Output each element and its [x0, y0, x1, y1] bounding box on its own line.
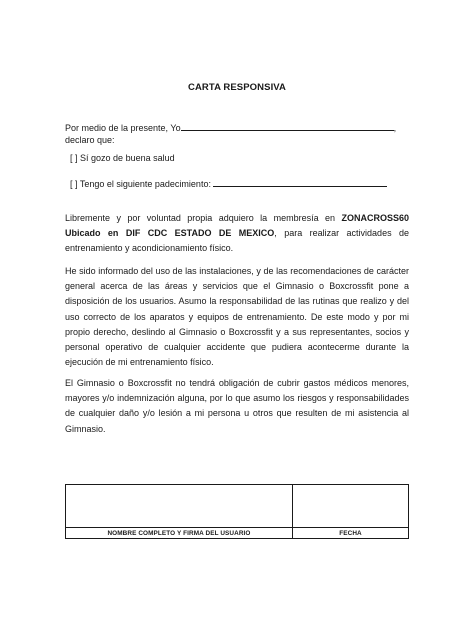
checkbox-label: Sí gozo de buena salud [80, 153, 175, 163]
date-label: FECHA [339, 530, 362, 537]
paragraph-membership [65, 211, 409, 257]
name-blank-line [181, 121, 394, 131]
intro-prefix: Por medio de la presente, Yo [65, 123, 181, 133]
checkbox-bracket: [ ] [70, 179, 78, 189]
intro-line [65, 121, 396, 134]
checkbox-bracket: [ ] [70, 153, 78, 163]
paragraph-membership-before: Libremente y por voluntad propia adquiero la membresía en [65, 213, 342, 223]
paragraph-membership-after: , para realizar actividades de entrenamiento y acondicionamiento físico. [65, 228, 409, 254]
paragraph-responsibility: He sido informado del uso de las instalaciones, y de las recomendaciones de carácter general acerca de las áreas y servicios que el Gimnasio o Boxcrossfit pone a disposición de los usuarios. Asumo la responsabilidad de las rutinas que realizo y del uso correcto de los aparatos y equipos de entrenamiento. De este modo y por mi propio derecho, deslindo al Gimnasio o Boxcrossfit y a sus representantes, socios y personal operativo de cualquier accidente que pudiera acontecerme durante la ejecución de mi entrenamiento físico. [65, 266, 409, 368]
intro-suffix: , [393, 123, 397, 133]
checkbox-condition [70, 177, 387, 190]
checkbox-healthy [70, 152, 175, 164]
condition-blank-line [213, 177, 387, 187]
intro-declare-line: declaro que: [65, 135, 115, 145]
name-signature-label: NOMBRE COMPLETO Y FIRMA DEL USUARIO [107, 530, 251, 537]
signature-table [65, 484, 409, 539]
checkbox-label: Tengo el siguiente padecimiento: [79, 179, 211, 189]
document-title: CARTA RESPONSIVA [187, 82, 286, 93]
paragraph-liability: El Gimnasio o Boxcrossfit no tendrá obligación de cubrir gastos médicos menores, mayores y/o indemnización alguna, por lo que asumo los riesgos y responsabilidades de cualquier daño y/o lesión a mi persona u otros que resulten de mi asistencia al Gimnasio. [65, 378, 409, 434]
gym-location-name: ZONACROSS60 Ubicado en DIF CDC ESTADO DE MEXICO [65, 213, 409, 239]
